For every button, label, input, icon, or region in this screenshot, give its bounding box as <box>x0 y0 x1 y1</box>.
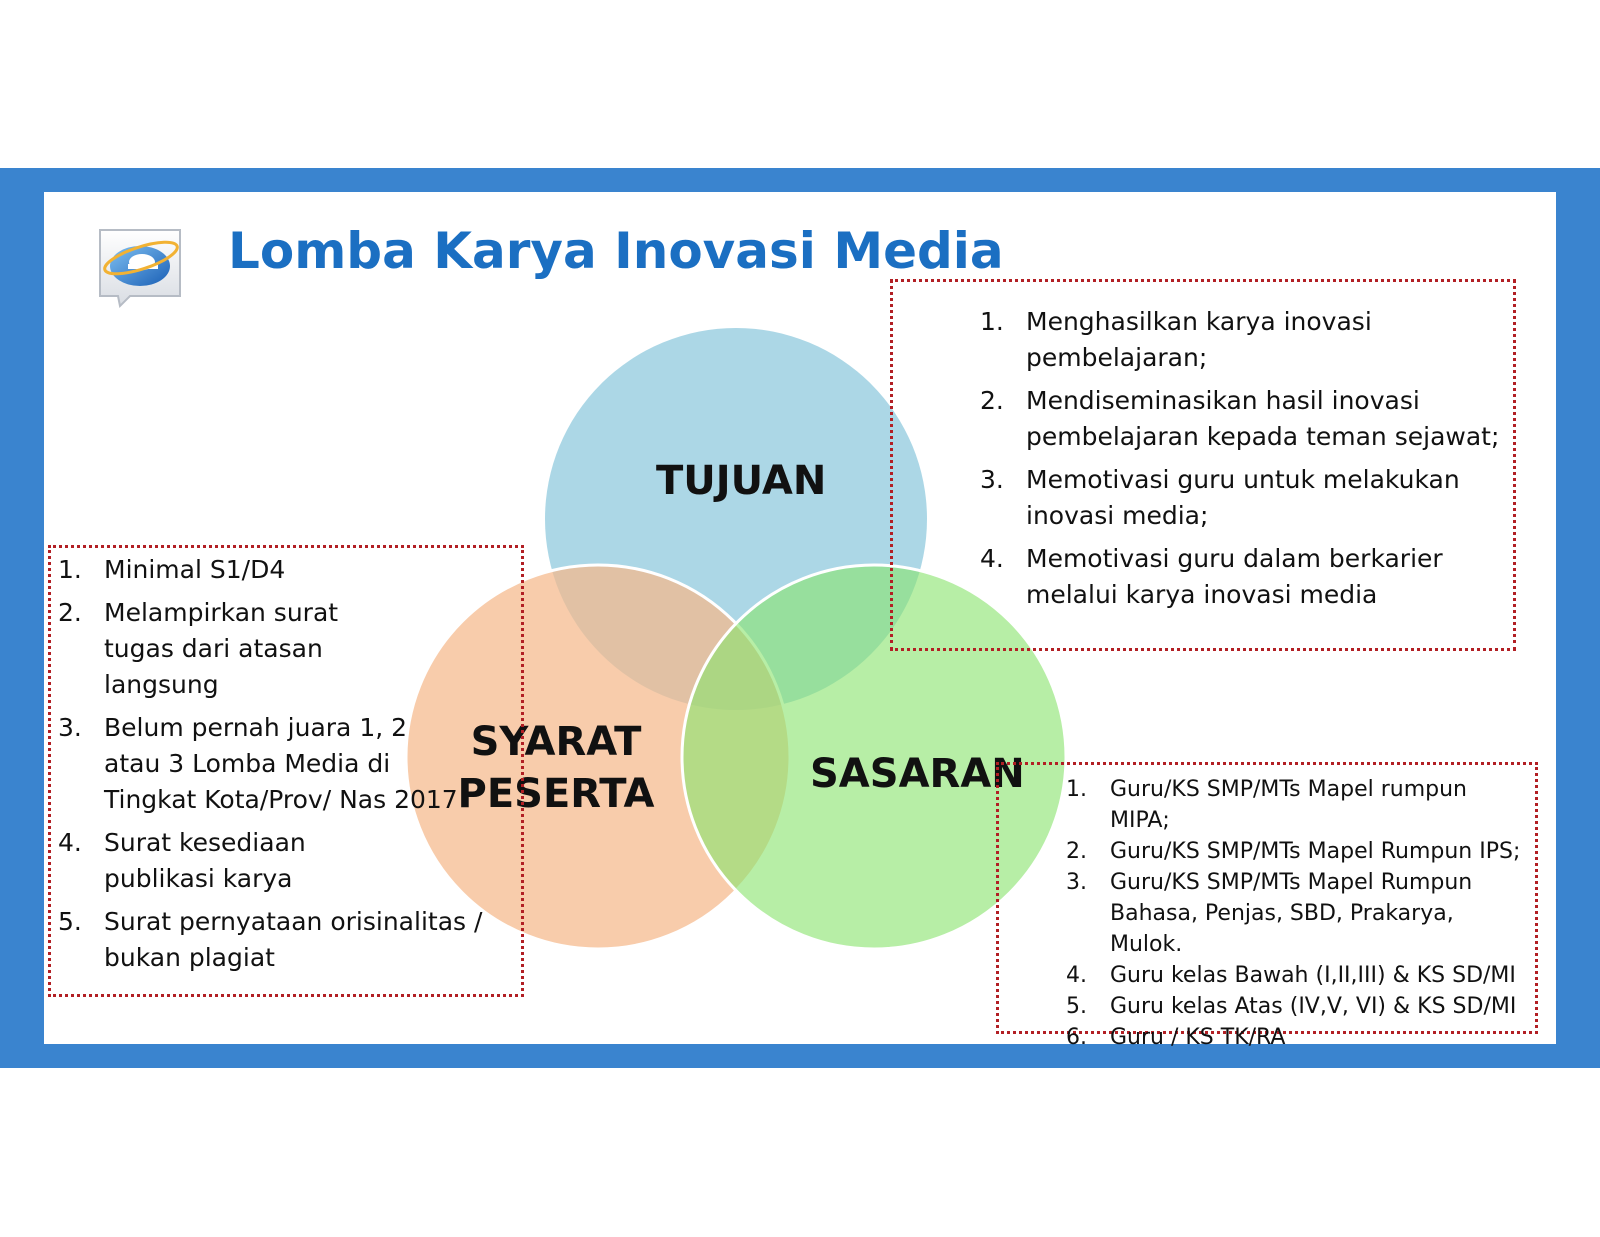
list-item <box>1066 836 1532 867</box>
list-number: 2. <box>58 598 82 627</box>
list-item <box>1066 960 1532 991</box>
list-number: 3. <box>58 713 82 742</box>
list-item <box>58 904 484 976</box>
syarat-label-line1: SYARAT <box>470 719 642 765</box>
list-item <box>1066 867 1530 960</box>
list-item <box>58 825 424 897</box>
list-text: Guru/KS SMP/MTs Mapel Rumpun Bahasa, Penjas, SBD, Prakarya, Mulok. <box>1110 870 1473 957</box>
list-item <box>980 462 1500 534</box>
syarat-list <box>58 552 483 976</box>
list-number: 6. <box>1066 1025 1087 1050</box>
list-item <box>58 552 470 588</box>
list-item <box>58 595 404 703</box>
list-number: 4. <box>1066 963 1087 988</box>
syarat-label-line2: PESERTA <box>457 771 655 817</box>
tujuan-list <box>980 304 1500 613</box>
list-item <box>980 383 1500 455</box>
list-text: Guru/KS SMP/MTs Mapel Rumpun IPS; <box>1110 839 1521 864</box>
list-number: 4. <box>980 544 1004 573</box>
list-text: Memotivasi guru dalam berkarier melalui karya inovasi media <box>1026 544 1443 609</box>
list-item <box>980 541 1500 613</box>
list-item <box>1066 774 1490 836</box>
list-text: Menghasilkan karya inovasi pembelajaran; <box>1026 307 1372 372</box>
list-text: Mendiseminasikan hasil inovasi pembelajaran kepada teman sejawat; <box>1026 386 1500 451</box>
list-number: 2. <box>980 386 1004 415</box>
sasaran-list <box>1066 774 1532 1053</box>
list-text: Melampirkan surat tugas dari atasan langsung <box>104 598 339 699</box>
list-text: Guru kelas Atas (IV,V, VI) & KS SD/MI <box>1110 994 1517 1019</box>
list-number: 3. <box>1066 870 1087 895</box>
list-item <box>58 710 464 818</box>
list-number: 4. <box>58 828 82 857</box>
list-text: Guru / KS TK/RA <box>1110 1025 1286 1050</box>
list-number: 2. <box>1066 839 1087 864</box>
list-item <box>1066 1022 1532 1053</box>
page-title: Lomba Karya Inovasi Media <box>228 222 1004 280</box>
list-number: 5. <box>1066 994 1087 1019</box>
list-text: Guru kelas Bawah (I,II,III) & KS SD/MI <box>1110 963 1516 988</box>
list-text: Surat pernyataan orisinalitas / bukan plagiat <box>104 907 483 972</box>
list-text: Surat kesediaan publikasi karya <box>104 828 306 893</box>
list-text: Belum pernah juara 1, 2 atau 3 Lomba Media di Tingkat Kota/Prov/ Nas 2017 <box>104 713 458 814</box>
list-number: 3. <box>980 465 1004 494</box>
list-number: 1. <box>1066 777 1087 802</box>
list-text: Guru/KS SMP/MTs Mapel rumpun MIPA; <box>1110 777 1467 833</box>
list-text: Minimal S1/D4 <box>104 555 286 584</box>
list-item <box>1066 991 1532 1022</box>
list-number: 1. <box>980 307 1004 336</box>
list-number: 1. <box>58 555 82 584</box>
list-text: Memotivasi guru untuk melakukan inovasi media; <box>1026 465 1460 530</box>
sasaran-label: SASARAN <box>810 751 1025 797</box>
tujuan-label: TUJUAN <box>656 458 827 504</box>
list-number: 5. <box>58 907 82 936</box>
list-item <box>980 304 1500 376</box>
